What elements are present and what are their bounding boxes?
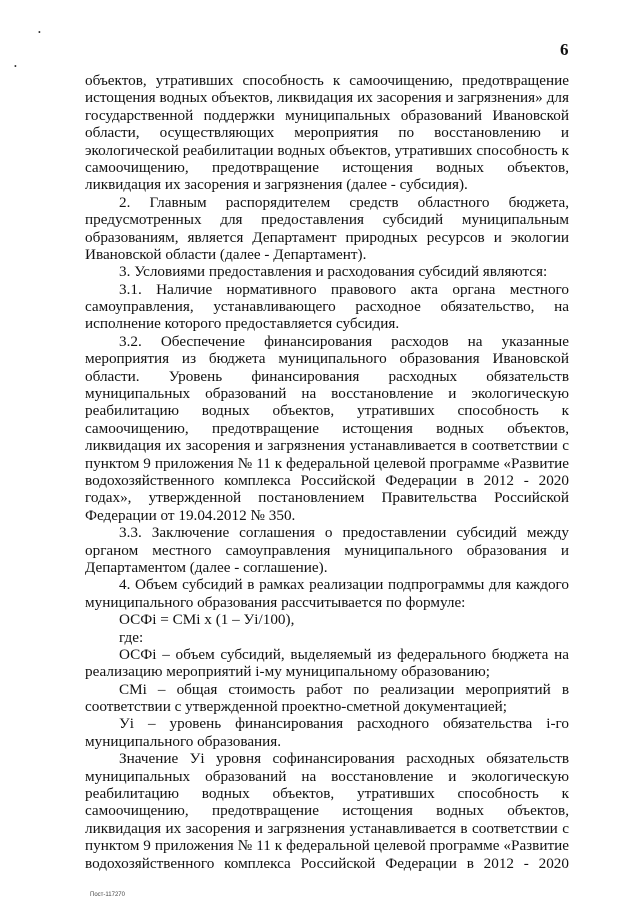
document-body [85, 72, 569, 872]
text-line: 3. Условиями предоставления и расходования субсидий являются: [119, 263, 548, 281]
text-line: исполнение которого предоставляется субсидия. [85, 315, 400, 333]
text-line: государственной поддержки муниципальных образований Ивановской [85, 106, 569, 124]
text-line: самоочищению, предотвращение истощения водных объектов, [85, 802, 569, 820]
formula: ОСФi = СМi х (1 – Уi/100), [119, 611, 295, 629]
text-line: где: [119, 628, 144, 646]
text-line: водохозяйственного комплекса Российской Федерации в 2012 - 2020 [85, 471, 569, 489]
text-line: Ивановской области (далее - Департамент). [85, 245, 367, 263]
text-line: ОСФi – объем субсидий, выделяемый из федерального бюджета на [119, 645, 569, 663]
text-line: 3.3. Заключение соглашения о предоставлении субсидий между [119, 524, 569, 542]
page-number: 6 [560, 40, 569, 59]
text-line: пунктом 9 приложения № 11 к федеральной целевой программе «Развитие [85, 837, 569, 855]
text-line: Уi – уровень финансирования расходного обязательства i-го [119, 715, 569, 733]
text-line: самоочищению, предотвращение истощения водных объектов, [85, 158, 569, 176]
text-line: реабилитацию водных объектов, утративших способность к [85, 785, 569, 803]
text-line: пунктом 9 приложения № 11 к федеральной целевой программе «Развитие [85, 454, 569, 472]
text-line: Департаментом (далее - соглашение). [85, 558, 328, 576]
text-line: СМi – общая стоимость работ по реализации мероприятий в [119, 680, 569, 698]
text-line: образованиям, является Департамент природных ресурсов и экологии [85, 228, 569, 246]
text-line: годах», утвержденной постановлением Правительства Российской [85, 489, 569, 507]
text-line: самоуправления, устанавливающего расходное обязательство, на [85, 298, 569, 316]
text-line: 3.1. Наличие нормативного правового акта органа местного [119, 280, 569, 298]
text-line: реализацию мероприятий i-му муниципальному образованию; [85, 663, 490, 681]
text-line: области, осуществляющих мероприятия по восстановлению и [85, 124, 569, 142]
text-line: муниципальных образований на восстановление и экологическую [85, 385, 569, 403]
text-line: ликвидация их засорения и загрязнения устанавливается в соответствии с [85, 819, 569, 837]
text-line: соответствии с утвержденной проектно-сметной документацией; [85, 698, 508, 716]
text-line: самоочищению, предотвращение истощения водных объектов, [85, 419, 569, 437]
text-line: ликвидация их засорения и загрязнения (далее - субсидия). [85, 176, 468, 194]
text-line: муниципального образования. [85, 732, 282, 750]
text-line: водохозяйственного комплекса Российской Федерации в 2012 - 2020 [85, 854, 569, 872]
text-line: 2. Главным распорядителем средств областного бюджета, [119, 193, 569, 211]
scan-speck: • [38, 28, 41, 37]
text-line: Федерации от 19.04.2012 № 350. [85, 506, 296, 524]
text-line: 4. Объем субсидий в рамках реализации подпрограммы для каждого [119, 576, 569, 594]
text-line: 3.2. Обеспечение финансирования расходов на указанные [119, 332, 569, 350]
text-line: предусмотренных для предоставления субсидий муниципальным [85, 211, 569, 229]
text-line: муниципальных образований на восстановление и экологическую [85, 767, 569, 785]
text-line: истощения водных объектов, ликвидация их засорения и загрязнения» для [85, 89, 569, 107]
scan-speck: • [14, 62, 17, 71]
text-line: области. Уровень финансирования расходных обязательств [85, 367, 569, 385]
text-line: Значение Уi уровня софинансирования расходных обязательств [119, 750, 569, 768]
text-line: экологической реабилитации водных объектов, утративших способность к [85, 141, 569, 159]
text-line: реабилитацию водных объектов, утративших способность к [85, 402, 569, 420]
text-line: мероприятия из бюджета муниципального образования Ивановской [85, 350, 569, 368]
text-line: ликвидация их засорения и загрязнения устанавливается в соответствии с [85, 437, 569, 455]
text-line: объектов, утративших способность к самоочищению, предотвращение [85, 72, 569, 89]
text-line: органом местного самоуправления муниципального образования и [85, 541, 569, 559]
footer-code: Пост-117270 [90, 892, 125, 898]
text-line: муниципального образования рассчитывается по формуле: [85, 593, 466, 611]
